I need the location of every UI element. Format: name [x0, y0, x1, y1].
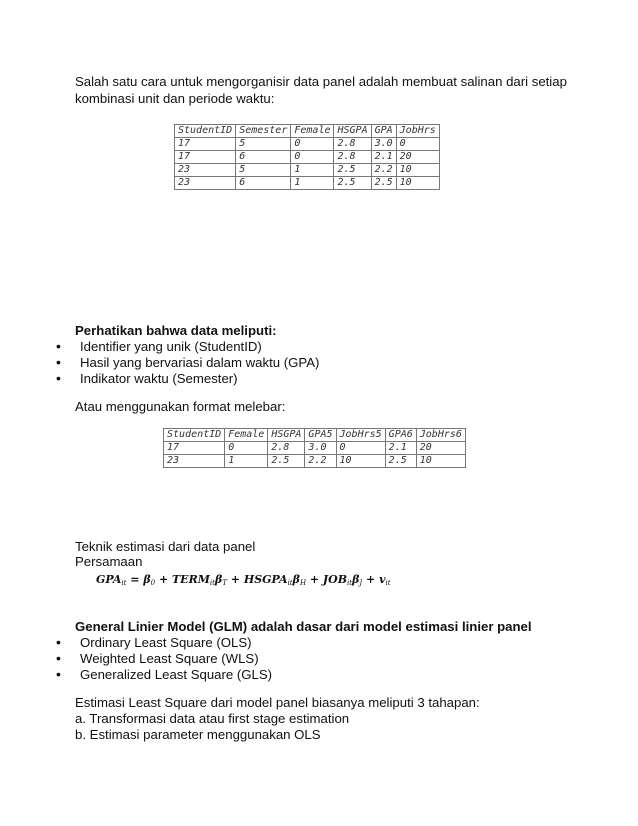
list-item: Weighted Least Square (WLS): [80, 651, 259, 666]
table-cell: 0: [291, 138, 334, 151]
table-header-cell: JobHrs: [396, 125, 439, 138]
estimation-line-1: Teknik estimasi dari data panel: [75, 539, 256, 554]
table-header-cell: StudentID: [175, 125, 236, 138]
eq-sub: it: [385, 579, 391, 587]
eq-term: + JOB: [306, 573, 348, 586]
eq-term: = β: [126, 573, 151, 586]
table-cell: 17: [175, 138, 236, 151]
bullet-icon: •: [56, 666, 61, 682]
list-item: Indikator waktu (Semester): [80, 371, 238, 386]
table-cell: 10: [416, 455, 465, 468]
table-cell: 2.2: [371, 164, 396, 177]
table-cell: 0: [291, 151, 334, 164]
table-cell: 23: [175, 177, 236, 190]
table-header-cell: GPA5: [305, 429, 336, 442]
eq-term: + v: [362, 573, 386, 586]
bullet-icon: •: [56, 370, 61, 386]
intro-line-1: Salah satu cara untuk mengorganisir data panel adalah membuat salinan dari setiap: [75, 74, 567, 89]
eq-sub: it: [121, 579, 127, 587]
table-cell: 0: [225, 442, 268, 455]
table-cell: 2.5: [385, 455, 416, 468]
eq-sub: it: [347, 579, 353, 587]
table-row: [175, 164, 440, 177]
table-cell: 2.2: [305, 455, 336, 468]
eq-term: + HSGPA: [226, 573, 288, 586]
table-cell: 2.1: [385, 442, 416, 455]
step-a: a. Transformasi data atau first stage estimation: [75, 711, 350, 726]
eq-sub: H: [299, 579, 307, 587]
note-title: Perhatikan bahwa data meliputi:: [75, 323, 277, 338]
bullet-icon: •: [56, 650, 61, 666]
table-cell: 1: [225, 455, 268, 468]
bullet-icon: •: [56, 354, 61, 370]
list-item: Ordinary Least Square (OLS): [80, 635, 252, 650]
table-cell: 5: [236, 138, 291, 151]
table-cell: 23: [175, 164, 236, 177]
intro-line-2: kombinasi unit dan periode waktu:: [75, 91, 275, 106]
equation: [96, 573, 391, 587]
eq-term: β: [292, 573, 300, 586]
eq-sub: it: [287, 579, 293, 587]
table-row: [164, 455, 466, 468]
table-cell: 2.8: [268, 442, 305, 455]
table-header-cell: Female: [291, 125, 334, 138]
table-header-row: [175, 125, 440, 138]
table-header-cell: Semester: [236, 125, 291, 138]
table-cell: 10: [336, 455, 385, 468]
long-format-table: [174, 124, 440, 190]
wide-intro: Atau menggunakan format melebar:: [75, 399, 286, 414]
table-cell: 6: [236, 151, 291, 164]
table-cell: 2.8: [334, 151, 371, 164]
list-item: Hasil yang bervariasi dalam waktu (GPA): [80, 355, 320, 370]
eq-sub: J: [359, 579, 363, 587]
table-cell: 6: [236, 177, 291, 190]
table-cell: 2.8: [334, 138, 371, 151]
table-cell: 17: [175, 151, 236, 164]
table-cell: 1: [291, 164, 334, 177]
bullet-icon: •: [56, 338, 61, 354]
eq-term: + TERM: [155, 573, 210, 586]
table-cell: 2.5: [268, 455, 305, 468]
estimation-line-2: Persamaan: [75, 554, 143, 569]
table-header-cell: HSGPA: [334, 125, 371, 138]
table-cell: 17: [164, 442, 225, 455]
table-header-cell: StudentID: [164, 429, 225, 442]
bullet-icon: •: [56, 634, 61, 650]
eq-sub: 0: [150, 579, 156, 587]
glm-title: General Linier Model (GLM) adalah dasar dari model estimasi linier panel: [75, 619, 532, 634]
table-header-row: [164, 429, 466, 442]
table-header-cell: HSGPA: [268, 429, 305, 442]
table-cell: 10: [396, 177, 439, 190]
table-cell: 10: [396, 164, 439, 177]
table-row: [175, 177, 440, 190]
eq-sub: T: [222, 579, 227, 587]
table-cell: 2.1: [371, 151, 396, 164]
step-b: b. Estimasi parameter menggunakan OLS: [75, 727, 321, 742]
table-cell: 0: [396, 138, 439, 151]
table-cell: 20: [396, 151, 439, 164]
table-cell: 2.5: [371, 177, 396, 190]
table-cell: 1: [291, 177, 334, 190]
list-item: Identifier yang unik (StudentID): [80, 339, 262, 354]
wide-format-table: [163, 428, 466, 468]
list-item: Generalized Least Square (GLS): [80, 667, 273, 682]
table-cell: 3.0: [371, 138, 396, 151]
table-header-cell: GPA: [371, 125, 396, 138]
table-header-cell: JobHrs5: [336, 429, 385, 442]
table-cell: 2.5: [334, 164, 371, 177]
table-cell: 0: [336, 442, 385, 455]
eq-term: GPA: [96, 573, 122, 586]
eq-term: β: [352, 573, 360, 586]
table-row: [175, 151, 440, 164]
table-cell: 20: [416, 442, 465, 455]
eq-sub: it: [209, 579, 215, 587]
table-header-cell: JobHrs6: [416, 429, 465, 442]
table-cell: 23: [164, 455, 225, 468]
steps-intro: Estimasi Least Square dari model panel biasanya meliputi 3 tahapan:: [75, 695, 480, 710]
table-header-cell: GPA6: [385, 429, 416, 442]
table-cell: 5: [236, 164, 291, 177]
table-row: [175, 138, 440, 151]
table-cell: 2.5: [334, 177, 371, 190]
eq-term: β: [214, 573, 223, 586]
table-cell: 3.0: [305, 442, 336, 455]
table-row: [164, 442, 466, 455]
table-header-cell: Female: [225, 429, 268, 442]
